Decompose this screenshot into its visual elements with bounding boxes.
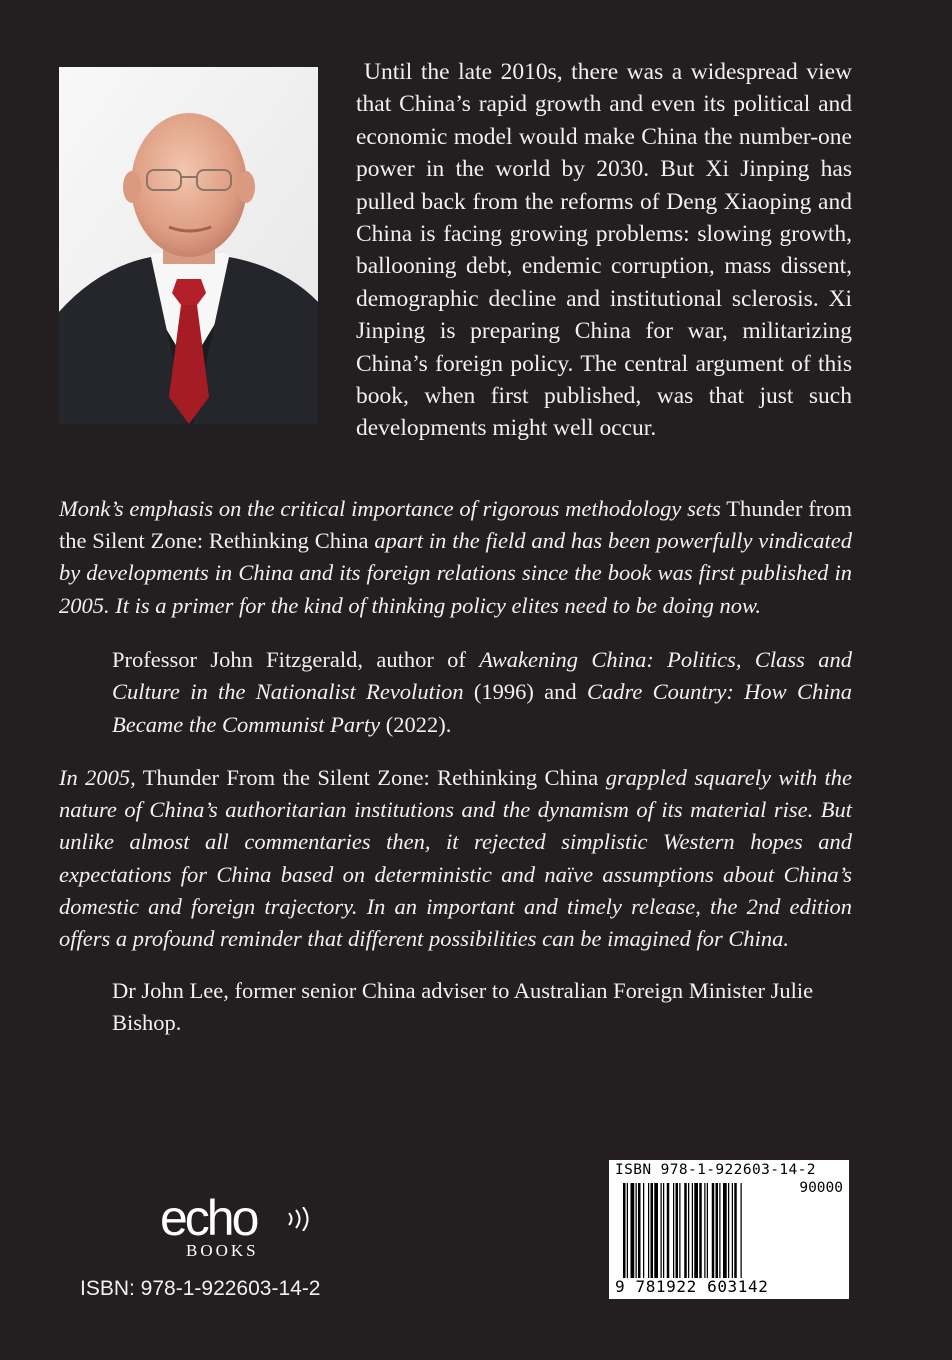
sound-waves-icon [286,1207,312,1231]
description-paragraph: Until the late 2010s, there was a widespread view that China’s rapid growth and even its political and economic model would make China the number-one power in the world by 2030. But Xi Jinping has pulled back from the reforms of Deng Xiaoping and China is facing growing problems: slowing growth, ballooning debt, endemic corruption, mass dissent, demographic decline and institutional sclerosis. Xi Jinping is preparing China for war, militarizing China’s foreign policy. The central argument of this book, when first published, was that just such developments might well occur. [356,59,852,442]
book-title: Thunder From the Silent Zone: Rethinking China [142,765,599,790]
logo-subtitle: BOOKS [186,1241,259,1260]
endorsement-quote-fitzgerald [59,493,852,622]
endorsement-attribution-lee [112,975,852,1040]
barcode-isbn: ISBN 978-1-922603-14-2 [615,1162,816,1178]
publisher-logo [160,1190,320,1265]
attribution-text: Professor John Fitzgerald, author of [112,647,466,672]
author-photo [59,67,318,424]
barcode-digits: 9 781922 603142 [615,1277,769,1296]
cited-book: Awakening China: Politics, Class and Culture in the Nationalist Revolution [112,647,852,705]
barcode [609,1160,849,1299]
quote-text: apart in the field and has been powerfully vindicated by developments in China and its foreign relations since the book was first published in 2005. It is a primer for the kind of thinking policy elites need to be doing now. [59,528,853,618]
quote-text: In 2005, [59,765,136,790]
attribution-text: (1996) and [473,679,577,705]
quote-text: grappled squarely with the nature of China’s authoritarian institutions and the dynamism of its material rise. But unlike almost all commentaries then, it rejected simplistic Western hopes and expectations for China based on deterministic and naïve assumptions about China’s domestic and foreign trajectory. In an important and timely release, the 2nd edition offers a profound reminder that different possibilities can be imagined for China. [59,765,852,952]
endorsement-attribution-fitzgerald [112,644,852,741]
logo-wordmark: echo [160,1190,257,1246]
barcode-bars [623,1183,773,1278]
book-description [356,56,852,445]
attribution-text: (2022). [385,711,452,737]
author-portrait-illustration [59,67,318,424]
book-title: Thunder from the Silent Zone: Rethinking China [59,496,852,554]
barcode-price-code: 90000 [799,1180,843,1196]
attribution-text: Dr John Lee, former senior China adviser to Australian Foreign Minister Julie Bishop. [112,978,814,1036]
quote-text: Monk’s emphasis on the critical importance of rigorous methodology sets [59,496,721,521]
endorsement-quote-lee [59,762,852,955]
cited-book: Cadre Country: How China Became the Communist Party [112,679,852,737]
isbn-label: ISBN: 978-1-922603-14-2 [80,1277,321,1300]
